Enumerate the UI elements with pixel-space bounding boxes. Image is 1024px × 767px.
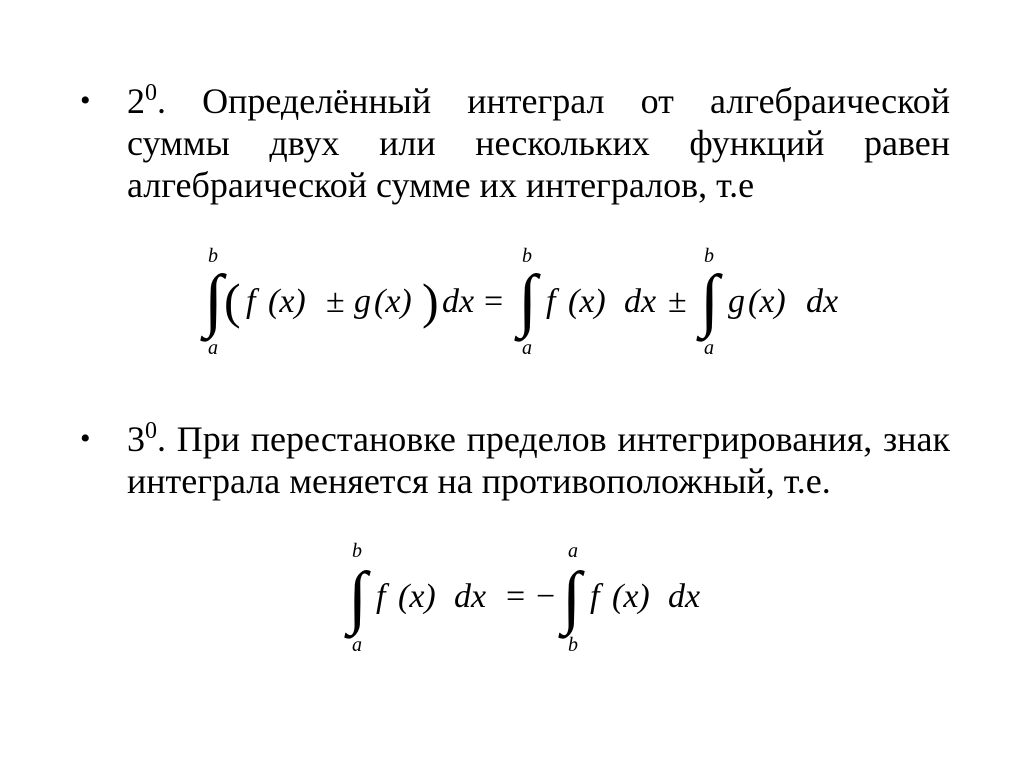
integral-lower-limit: b [568,634,578,656]
item-number: 2 [127,81,145,121]
item-text: . Определённый интеграл от алгебраической суммы двух или нескольких функций равен алгебраической сумме их интегралов, т.е [127,81,950,205]
integral-upper-limit: b [704,245,714,267]
function-g: g [728,283,745,320]
argument-x: (x) [374,283,412,320]
argument-x: (x) [612,578,650,615]
integral-sign: ∫ [562,559,582,636]
minus-sign: − [536,578,556,615]
integral-upper-limit: b [352,540,362,562]
left-big-paren: ( [224,273,241,329]
integral-lower-limit: a [352,634,362,656]
integral-upper-limit: b [208,245,218,267]
equals-sign: = [484,283,504,320]
function-f: f [546,283,556,320]
item-text: . При перестановке пределов интегрирования, знак интеграла меняется на противоположный, т.е. [127,419,950,501]
integral-sign: ∫ [348,559,368,636]
differential-dx: dx [668,578,701,615]
formula-limits-swap [340,535,730,660]
bullet-dot: • [80,84,91,117]
integral-sign: ∫ [204,262,224,339]
argument-x: (x) [568,283,606,320]
integral-lower-limit: a [208,337,218,359]
integral-lower-limit: a [522,337,532,359]
degree-superscript: 0 [145,418,157,444]
item-number: 3 [127,419,145,459]
differential-dx: dx [806,283,839,320]
bullet-text-2 [127,418,950,502]
integral-lower-limit: a [704,337,714,359]
differential-dx: dx [454,578,487,615]
right-big-paren: ) [422,273,439,329]
function-f: f [246,283,256,320]
argument-x: (x) [268,283,306,320]
argument-x: (x) [748,283,786,320]
function-f: f [376,578,386,615]
integral-sign: ∫ [518,262,538,339]
plus-minus-sign: ± [668,283,687,320]
bullet-text-1 [127,80,950,206]
function-f: f [590,578,600,615]
function-g: g [354,283,371,320]
bullet-dot: • [80,422,91,455]
integral-sign: ∫ [700,262,720,339]
integral-upper-limit: b [522,245,532,267]
argument-x: (x) [398,578,436,615]
integral-upper-limit: a [568,540,578,562]
differential-dx: dx [624,283,657,320]
differential-dx: dx [442,283,475,320]
formula-sum-rule [190,240,870,365]
degree-superscript: 0 [145,80,157,106]
equals-sign: = [506,578,526,615]
plus-minus-sign: ± [326,283,345,320]
